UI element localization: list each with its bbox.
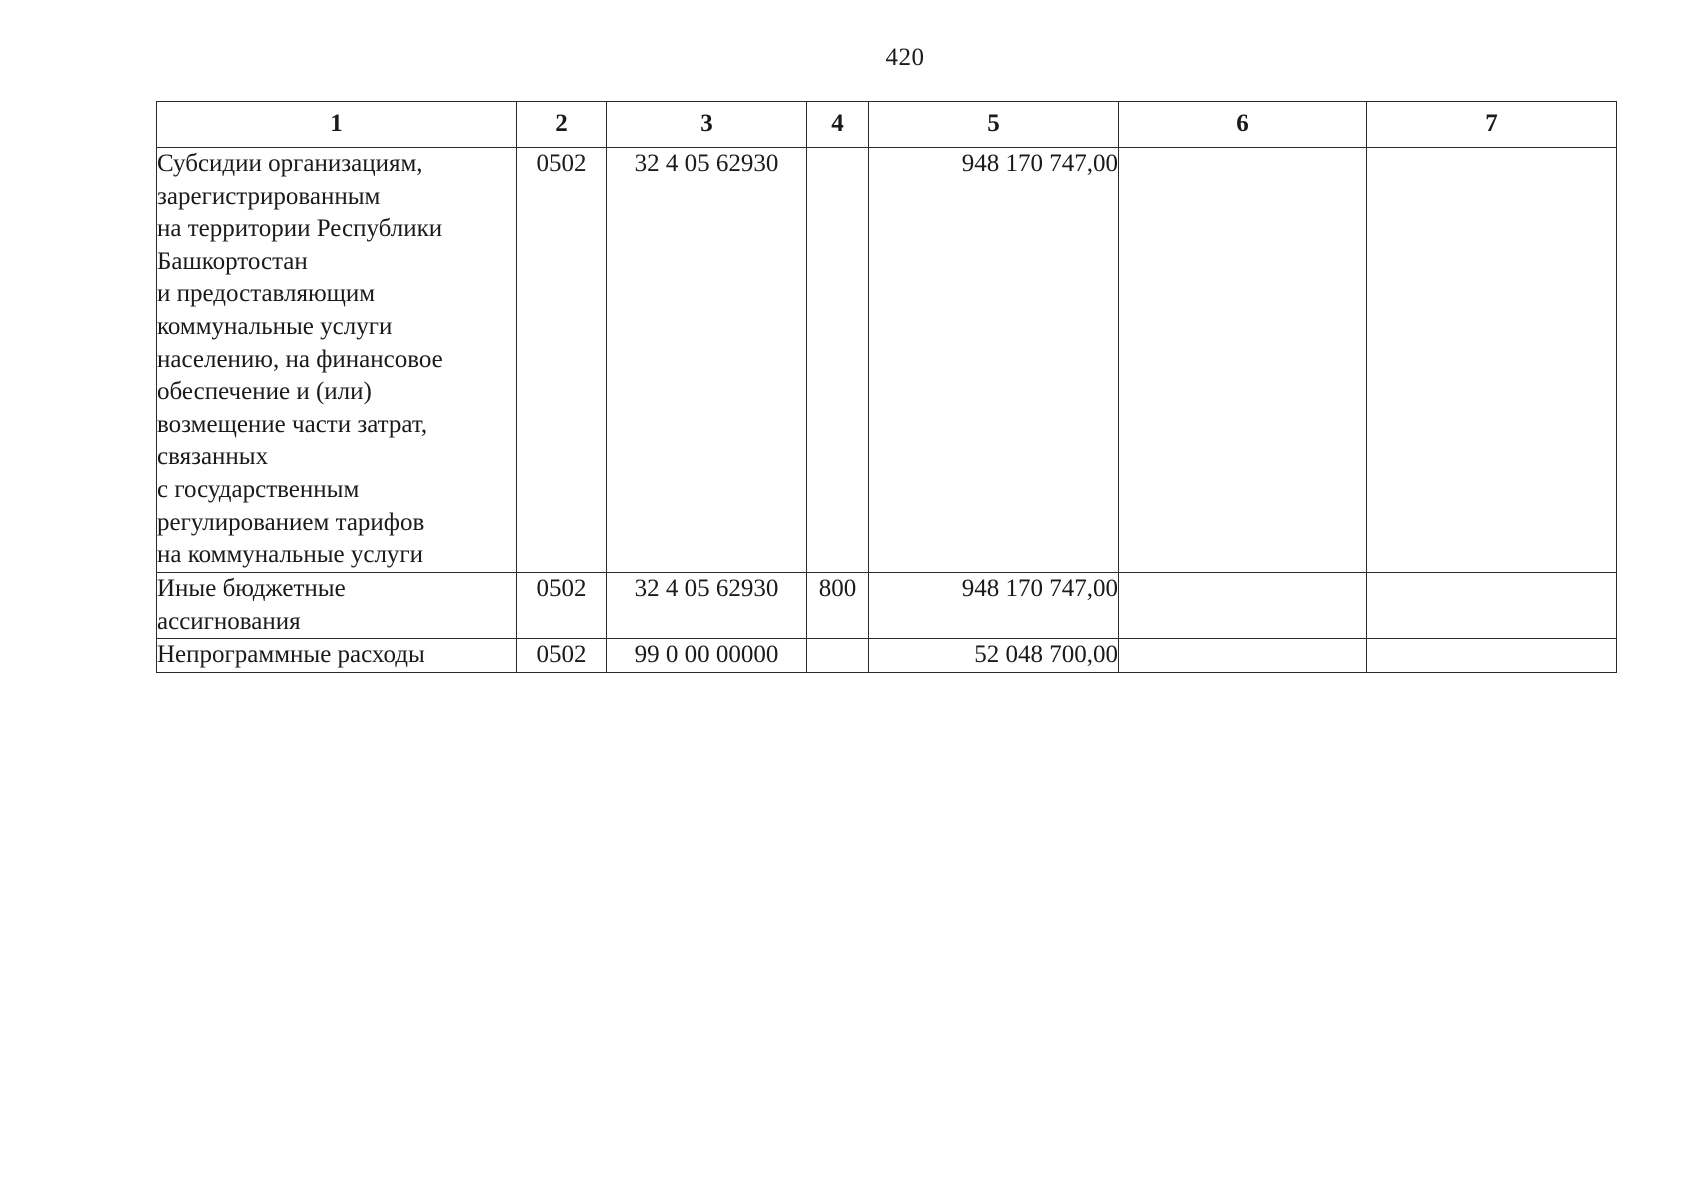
row-expense-type <box>807 148 869 573</box>
row-col-7 <box>1367 573 1617 639</box>
row-target-code: 99 0 00 00000 <box>607 639 807 673</box>
row-target-code: 32 4 05 62930 <box>607 573 807 639</box>
header-col-7: 7 <box>1367 102 1617 148</box>
row-section-code: 0502 <box>517 573 607 639</box>
row-col-6 <box>1119 573 1367 639</box>
budget-table <box>156 101 1617 673</box>
header-col-2: 2 <box>517 102 607 148</box>
row-target-code: 32 4 05 62930 <box>607 148 807 573</box>
table-row <box>157 639 1617 673</box>
row-section-code: 0502 <box>517 639 607 673</box>
row-expense-type <box>807 639 869 673</box>
row-amount: 948 170 747,00 <box>869 573 1119 639</box>
header-col-3: 3 <box>607 102 807 148</box>
row-col-6 <box>1119 639 1367 673</box>
table-row <box>157 148 1617 573</box>
row-name: Субсидии организациям, зарегистрированным на территории Республики Башкортостан и предоставляющим коммунальные услуги населению, на финансовое обеспечение и (или) возмещение части затрат, связанных с государственным регулированием тарифов на коммунальные услуги <box>157 148 517 573</box>
row-expense-type: 800 <box>807 573 869 639</box>
header-col-1: 1 <box>157 102 517 148</box>
row-col-6 <box>1119 148 1367 573</box>
row-section-code: 0502 <box>517 148 607 573</box>
row-name: Непрограммные расходы <box>157 639 517 673</box>
page-number: 420 <box>885 44 925 71</box>
row-col-7 <box>1367 148 1617 573</box>
header-col-4: 4 <box>807 102 869 148</box>
header-row <box>157 102 1617 148</box>
row-name: Иные бюджетные ассигнования <box>157 573 517 639</box>
header-col-5: 5 <box>869 102 1119 148</box>
row-col-7 <box>1367 639 1617 673</box>
table-row <box>157 573 1617 639</box>
row-amount: 948 170 747,00 <box>869 148 1119 573</box>
row-amount: 52 048 700,00 <box>869 639 1119 673</box>
header-col-6: 6 <box>1119 102 1367 148</box>
